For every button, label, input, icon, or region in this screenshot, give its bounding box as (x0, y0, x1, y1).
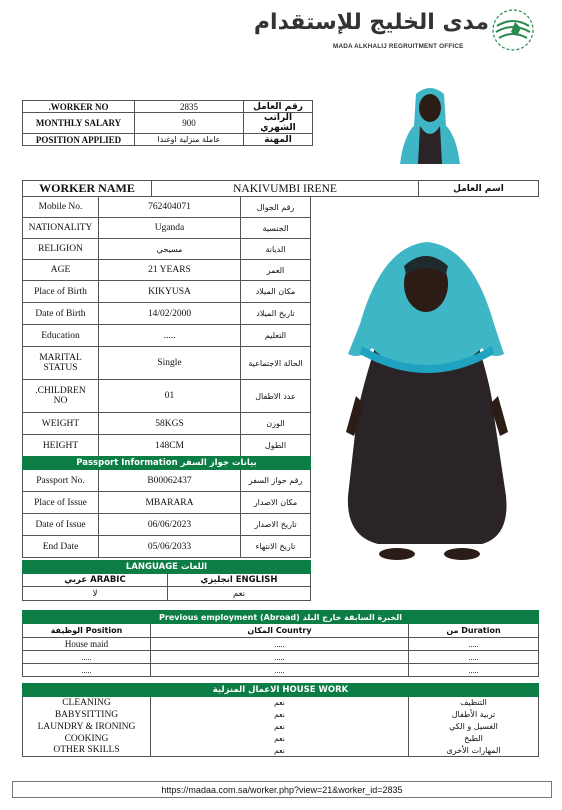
salary-label-ar: الراتب الشهري (244, 113, 313, 134)
passport-row (23, 536, 311, 558)
religion-label: RELIGION (23, 239, 99, 260)
passport-no-label: Passport No. (23, 470, 99, 492)
employment-table (22, 610, 539, 677)
mobile-label: Mobile No. (23, 197, 99, 218)
height-label-ar: الطول (241, 435, 311, 457)
passport-row (23, 470, 311, 492)
children-label-ar: عدد الاطفال (241, 380, 311, 413)
detail-row (23, 281, 311, 303)
religion-value: مسيحي (99, 239, 241, 260)
table-row (23, 733, 539, 745)
end-date-label-ar: تاريخ الانتهاء (241, 536, 311, 558)
marital-label: MARITAL STATUS (23, 347, 99, 380)
language-table (22, 560, 311, 601)
birthplace-label-ar: مكان الميلاد (241, 281, 311, 303)
table-row (23, 697, 539, 709)
worker-no-label: .WORKER NO (23, 101, 135, 113)
position-cell: House maid (23, 638, 151, 651)
summary-table (22, 100, 313, 146)
company-logo (253, 8, 535, 53)
nationality-value: Uganda (99, 218, 241, 239)
table-row (23, 651, 539, 664)
col-position: Position الوظيفة (23, 624, 151, 638)
salary-label: MONTHLY SALARY (23, 113, 135, 134)
worker-no-label-ar: رقم العامل (244, 101, 313, 113)
col-duration: Duration من (409, 624, 539, 638)
table-row (23, 638, 539, 651)
passport-no-value: B00062437 (99, 470, 241, 492)
skill-label-ar: المهارات الأخرى (409, 745, 539, 757)
detail-row (23, 197, 311, 218)
duration-cell: ..... (409, 651, 539, 664)
detail-row (23, 325, 311, 347)
duration-cell: ..... (409, 638, 539, 651)
employment-title: الخبرة السابقة خارج البلد Previous employment (Abroad) (23, 611, 539, 624)
height-value: 148CM (99, 435, 241, 457)
skill-label-ar: التنظيف (409, 697, 539, 709)
duration-cell: ..... (409, 664, 539, 677)
end-date-label: End Date (23, 536, 99, 558)
salary-value: 900 (135, 113, 244, 134)
skill-label: COOKING (23, 733, 151, 745)
detail-row (23, 413, 311, 435)
passport-no-label-ar: رقم جواز السفر (241, 470, 311, 492)
country-cell: ..... (151, 638, 409, 651)
worker-name-label: WORKER NAME (23, 181, 152, 197)
dob-label: Date of Birth (23, 303, 99, 325)
worker-photo-large (342, 236, 512, 566)
worker-no-value: 2835 (135, 101, 244, 113)
passport-row (23, 492, 311, 514)
skill-label: CLEANING (23, 697, 151, 709)
detail-row (23, 239, 311, 260)
issue-date-label-ar: تاريخ الاصدار (241, 514, 311, 536)
detail-row (23, 303, 311, 325)
height-label: HEIGHT (23, 435, 99, 457)
details-table (22, 196, 311, 457)
detail-row (23, 260, 311, 281)
skill-label: LAUNDRY & IRONING (23, 721, 151, 733)
table-row (23, 745, 539, 757)
position-row (23, 134, 313, 146)
arabic-label: ARABIC عربي (23, 574, 168, 587)
skill-label-ar: الطبخ (409, 733, 539, 745)
skill-value: نعم (151, 721, 409, 733)
detail-row (23, 380, 311, 413)
issue-date-value: 06/06/2023 (99, 514, 241, 536)
dob-value: 14/02/2000 (99, 303, 241, 325)
skill-label-ar: الغسيل و الكي (409, 721, 539, 733)
country-cell: ..... (151, 664, 409, 677)
skill-value: نعم (151, 745, 409, 757)
detail-row (23, 435, 311, 457)
mobile-label-ar: رقم الجوال (241, 197, 311, 218)
age-label-ar: العمر (241, 260, 311, 281)
table-row (23, 709, 539, 721)
detail-row (23, 218, 311, 239)
children-label: .CHILDREN NO (23, 380, 99, 413)
globe-logo-icon (491, 8, 535, 52)
marital-value: Single (99, 347, 241, 380)
skill-value: نعم (151, 697, 409, 709)
age-value: 21 YEARS (99, 260, 241, 281)
education-value: ..... (99, 325, 241, 347)
position-cell: ..... (23, 664, 151, 677)
passport-title: بيانات جواز السفر Passport Information (23, 457, 311, 470)
issue-date-label: Date of Issue (23, 514, 99, 536)
dob-label-ar: تاريخ الميلاد (241, 303, 311, 325)
skill-value: نعم (151, 733, 409, 745)
mobile-value: 762404071 (99, 197, 241, 218)
detail-row (23, 347, 311, 380)
weight-label: WEIGHT (23, 413, 99, 435)
english-value: نعم (168, 587, 311, 601)
position-value: عاملة منزلية اوغندا (135, 134, 244, 146)
worker-no-row (23, 101, 313, 113)
weight-value: 58KGS (99, 413, 241, 435)
logo-arabic-text: مدى الخليج للإستقدام (253, 10, 489, 35)
birthplace-label: Place of Birth (23, 281, 99, 303)
table-row (23, 664, 539, 677)
nationality-label: NATIONALITY (23, 218, 99, 239)
issue-place-value: MBARARA (99, 492, 241, 514)
col-country: Country المكان (151, 624, 409, 638)
skill-label-ar: تربية الأطفال (409, 709, 539, 721)
skill-value: نعم (151, 709, 409, 721)
birthplace-value: KIKYUSA (99, 281, 241, 303)
table-row (23, 721, 539, 733)
language-title: اللغات LANGUAGE (23, 561, 311, 574)
children-value: 01 (99, 380, 241, 413)
arabic-value: لا (23, 587, 168, 601)
worker-name-label-ar: اسم العامل (419, 181, 539, 197)
position-label: POSITION APPLIED (23, 134, 135, 146)
education-label-ar: التعليم (241, 325, 311, 347)
weight-label-ar: الوزن (241, 413, 311, 435)
housework-table (22, 683, 539, 757)
end-date-value: 05/06/2033 (99, 536, 241, 558)
age-label: AGE (23, 260, 99, 281)
footer-url-box (12, 781, 552, 798)
skill-label: OTHER SKILLS (23, 745, 151, 757)
worker-photo-small (390, 82, 470, 164)
marital-label-ar: الحالة الاجتماعية (241, 347, 311, 380)
worker-name-value: NAKIVUMBI IRENE (152, 181, 419, 197)
logo-english-text: MADA ALKHALIJ REGRUITMENT OFFICE (333, 43, 464, 50)
issue-place-label: Place of Issue (23, 492, 99, 514)
religion-label-ar: الديانة (241, 239, 311, 260)
salary-row (23, 113, 313, 134)
country-cell: ..... (151, 651, 409, 664)
passport-row (23, 514, 311, 536)
issue-place-label-ar: مكان الاصدار (241, 492, 311, 514)
education-label: Education (23, 325, 99, 347)
worker-name-table (22, 180, 539, 197)
position-label-ar: المهنة (244, 134, 313, 146)
footer-url[interactable]: https://madaa.com.sa/worker.php?view=21&worker_id=2835 (161, 784, 403, 795)
position-cell: ..... (23, 651, 151, 664)
housework-title: HOUSE WORK الاعمال المنزلية (23, 684, 539, 697)
passport-table (22, 456, 311, 558)
skill-label: BABYSITTING (23, 709, 151, 721)
nationality-label-ar: الجنسية (241, 218, 311, 239)
english-label: ENGLISH انجليزي (168, 574, 311, 587)
